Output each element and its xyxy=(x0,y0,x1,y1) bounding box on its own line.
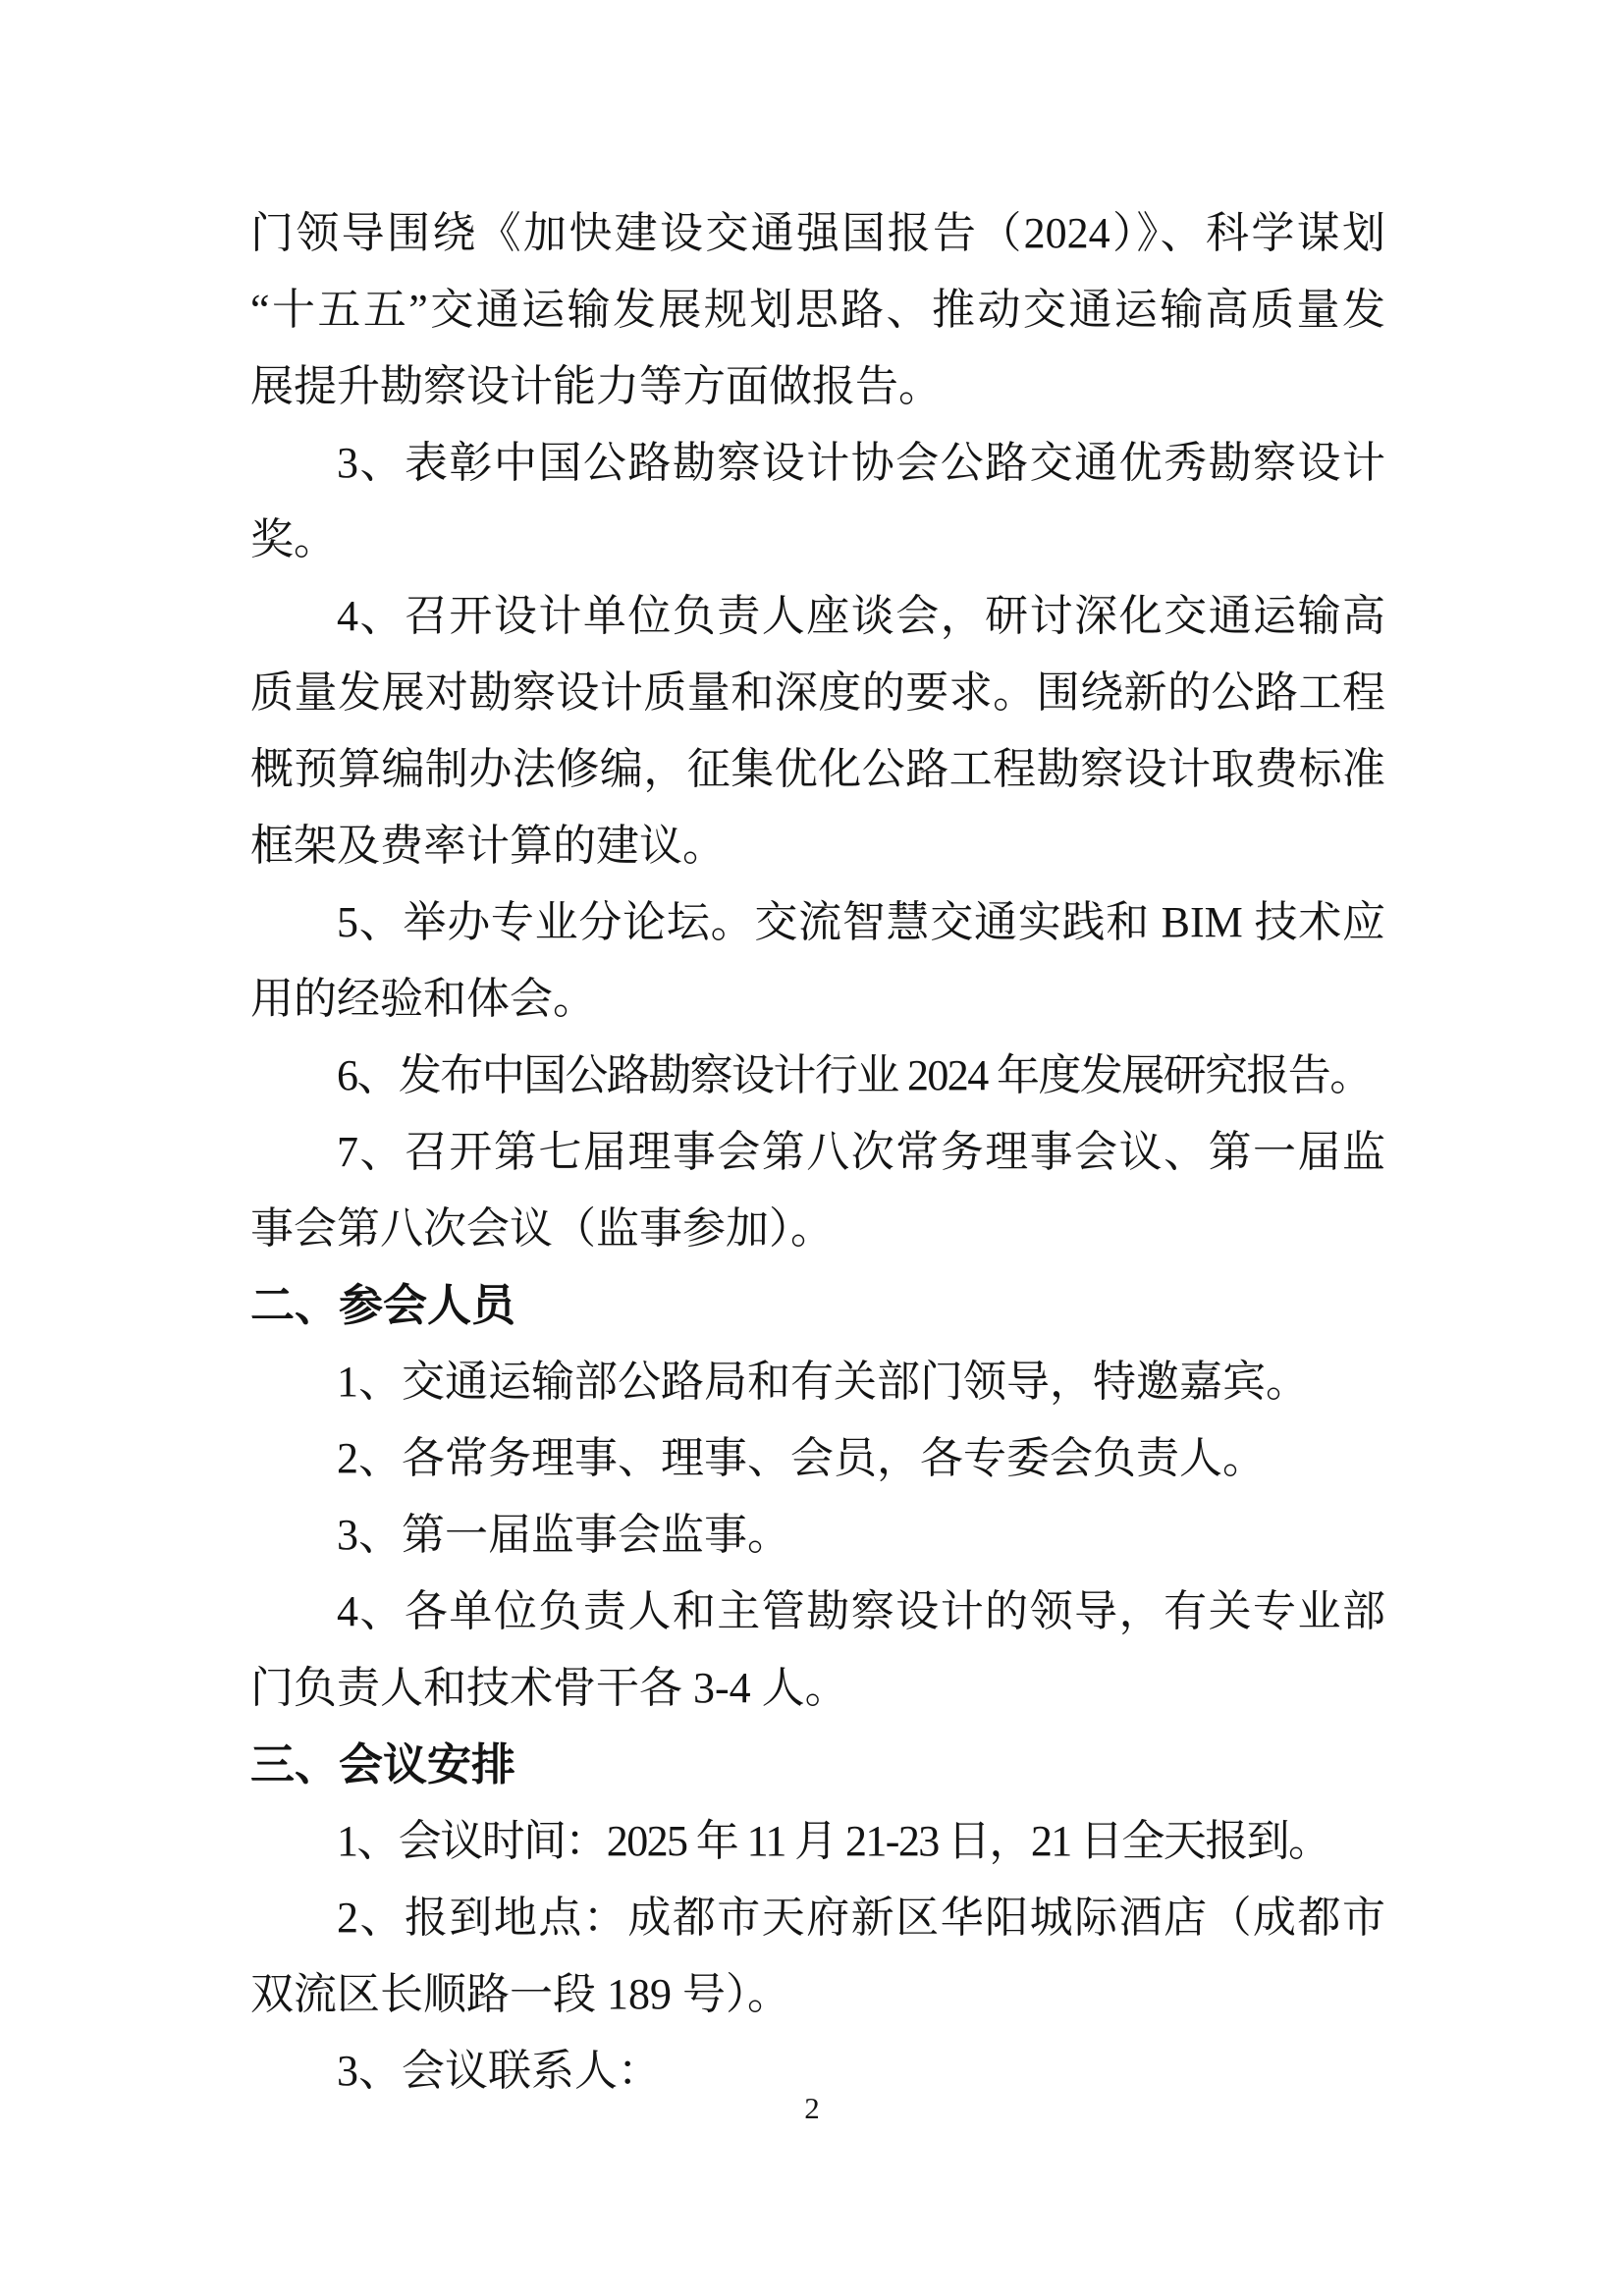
text-line: 奖。 xyxy=(250,515,337,563)
list-item-1-ministry-leaders: 1、交通运输部公路局和有关部门领导，特邀嘉宾。 xyxy=(337,1358,1309,1406)
list-item-1-meeting-time: 1、会议时间：2025 年 11 月 21-23 日，21 日全天报到。 xyxy=(337,1817,1330,1865)
list-item-3-commendation: 3、表彰中国公路勘察设计协会公路交通优秀勘察设计 xyxy=(337,439,1385,487)
text-line: 框架及费率计算的建议。 xyxy=(250,822,726,870)
list-item-3-supervisors: 3、第一届监事会监事。 xyxy=(337,1511,790,1559)
list-item-4-symposium: 4、召开设计单位负责人座谈会，研讨深化交通运输高 xyxy=(337,592,1385,640)
list-item-2-checkin-location: 2、报到地点：成都市天府新区华阳城际酒店（成都市 xyxy=(337,1894,1385,1942)
section-heading-participants: 二、参会人员 xyxy=(250,1280,516,1330)
list-item-4-unit-leaders: 4、各单位负责人和主管勘察设计的领导，有关专业部 xyxy=(337,1587,1385,1635)
list-item-7-council-meeting: 7、召开第七届理事会第八次常务理事会议、第一届监 xyxy=(337,1128,1385,1176)
page-number: 2 xyxy=(804,2091,820,2125)
text-line: 用的经验和体会。 xyxy=(250,975,596,1023)
list-item-3-contacts: 3、会议联系人： xyxy=(337,2047,661,2095)
text-line: 展提升勘察设计能力等方面做报告。 xyxy=(250,362,942,410)
text-line: “十五五”交通运输发展规划思路、推动交通运输高质量发 xyxy=(250,286,1385,334)
list-item-5-forum: 5、举办专业分论坛。交流智慧交通实践和 BIM 技术应 xyxy=(337,898,1385,946)
text-line: 门领导围绕《加快建设交通强国报告（2024）》、科学谋划 xyxy=(250,209,1385,257)
text-line: 概预算编制办法修编，征集优化公路工程勘察设计取费标准 xyxy=(250,745,1385,793)
document-text-block xyxy=(250,195,1385,2109)
text-line: 质量发展对勘察设计质量和深度的要求。围绕新的公路工程 xyxy=(250,668,1385,717)
list-item-2-directors-members: 2、各常务理事、理事、会员，各专委会负责人。 xyxy=(337,1434,1266,1482)
text-line: 双流区长顺路一段 189 号）。 xyxy=(250,1970,790,2018)
section-heading-arrangements: 三、会议安排 xyxy=(250,1739,516,1789)
text-line: 门负责人和技术骨干各 3-4 人。 xyxy=(250,1664,848,1712)
text-line: 事会第八次会议（监事参加）。 xyxy=(250,1204,834,1253)
list-item-6-report-release: 6、发布中国公路勘察设计行业 2024 年度发展研究报告。 xyxy=(337,1051,1372,1099)
